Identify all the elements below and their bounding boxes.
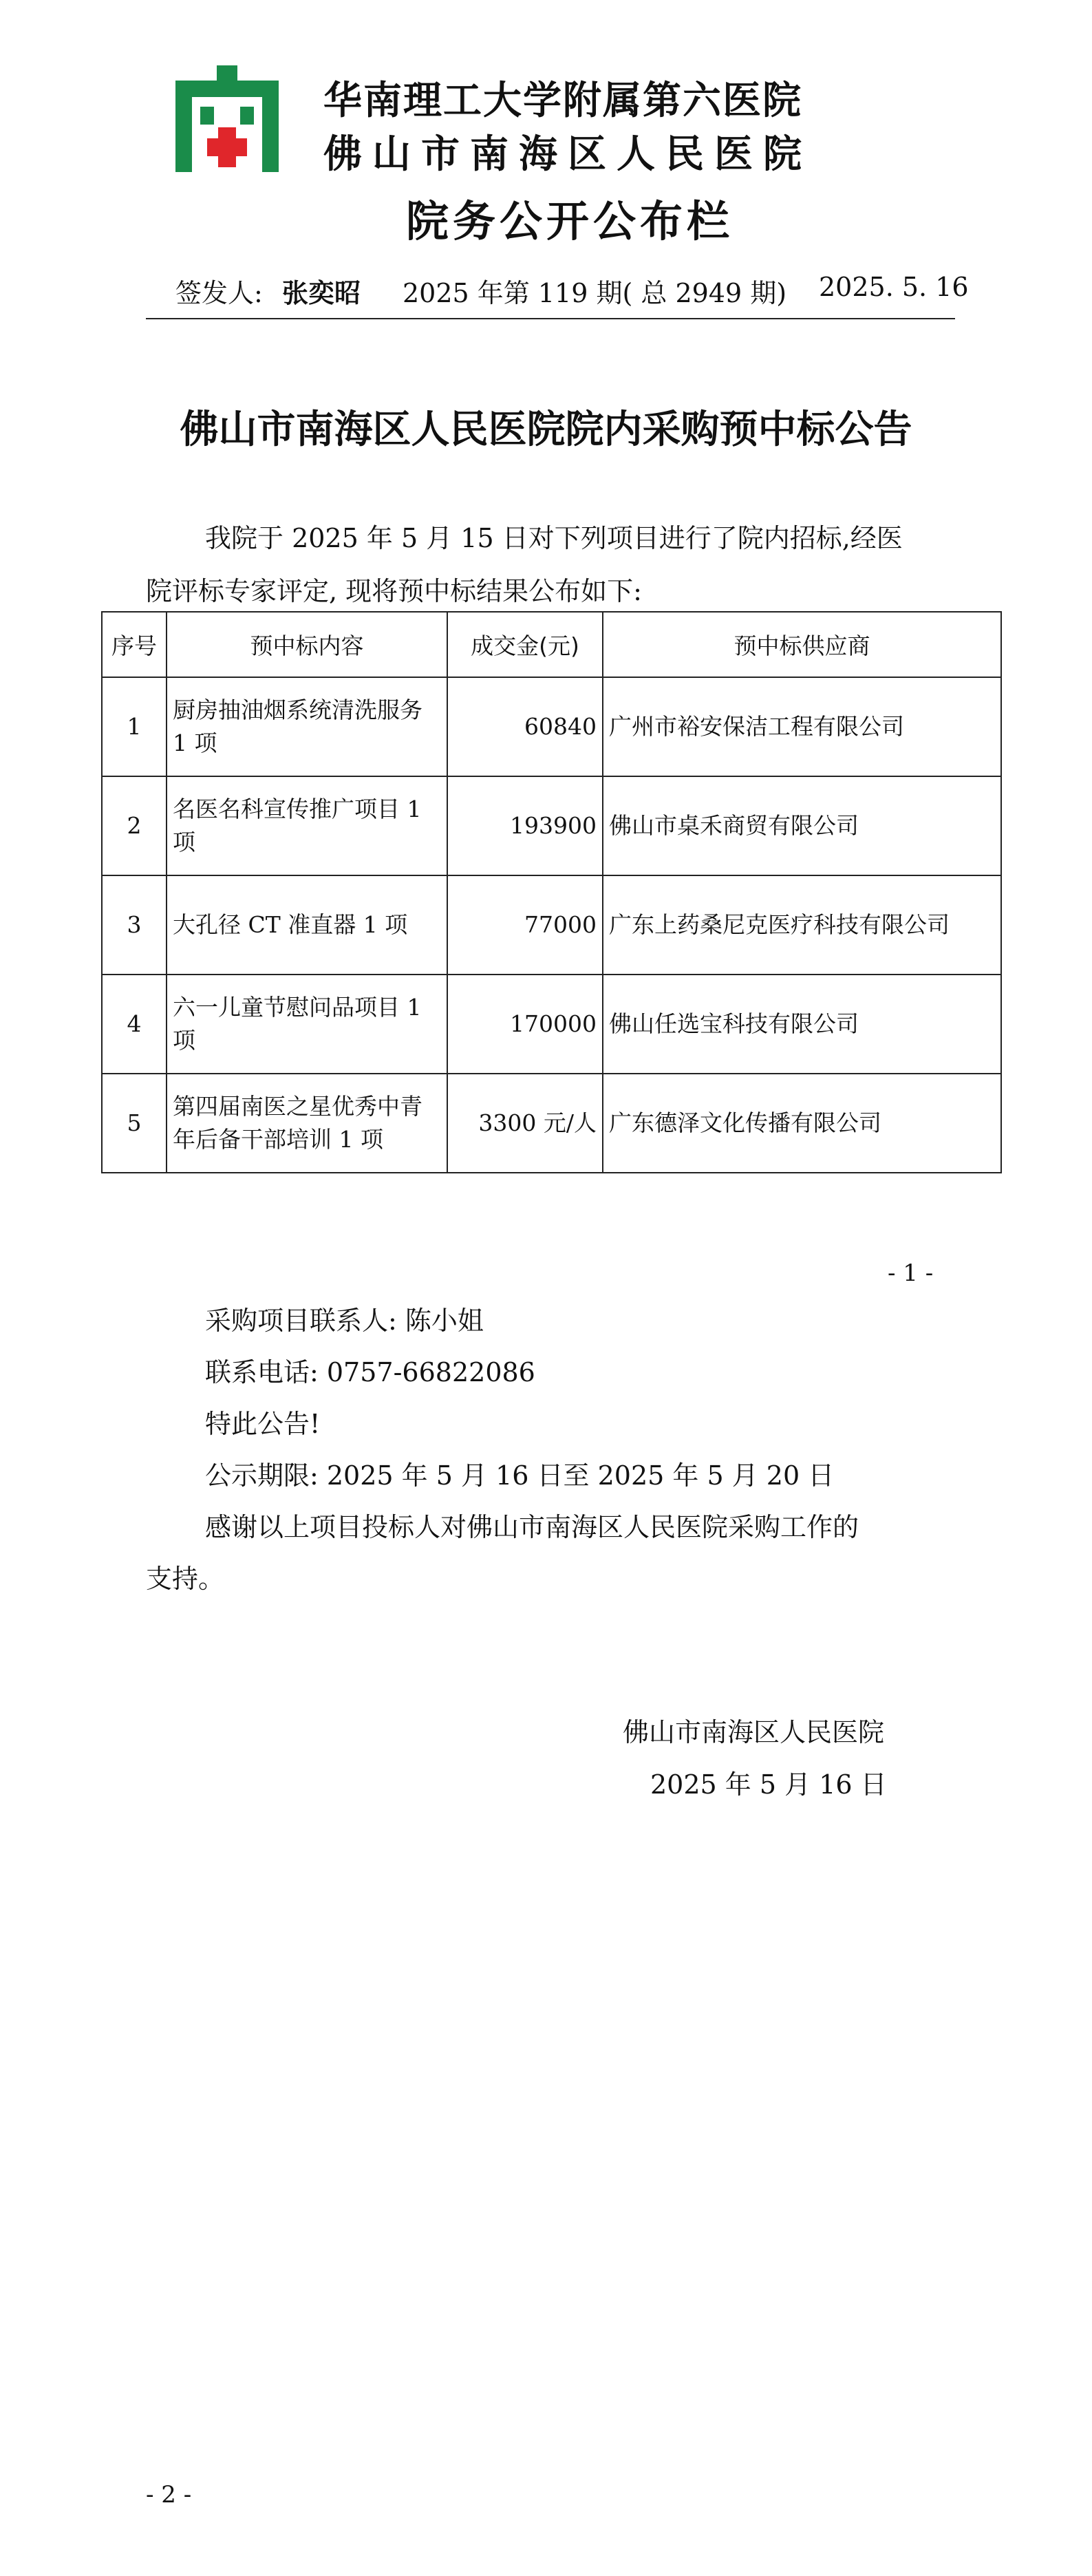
row-item: 厨房抽油烟系统清洗服务 1 项 bbox=[167, 677, 447, 776]
intro-line-1: 我院于 2025 年 5 月 15 日对下列项目进行了院内招标,经医 bbox=[205, 523, 903, 553]
table-header-row bbox=[102, 612, 1001, 677]
issue-date: 2025. 5. 16 bbox=[819, 272, 969, 302]
row-item: 六一儿童节慰问品项目 1 项 bbox=[167, 975, 447, 1074]
row-index: 3 bbox=[102, 875, 167, 975]
row-supplier: 佛山任选宝科技有限公司 bbox=[603, 975, 1001, 1074]
table-row bbox=[102, 677, 1001, 776]
contact-phone: 联系电话: 0757-66822086 bbox=[205, 1357, 535, 1387]
hospital-name-primary: 华南理工大学附属第六医院 bbox=[323, 78, 802, 123]
signer-label: 签发人: bbox=[175, 278, 263, 308]
signing-date: 2025 年 5 月 16 日 bbox=[650, 1769, 887, 1800]
page-number-1: - 1 - bbox=[888, 1259, 934, 1287]
thanks-line-1: 感谢以上项目投标人对佛山市南海区人民医院采购工作的 bbox=[205, 1512, 859, 1542]
page-number-2: - 2 - bbox=[146, 2481, 192, 2509]
header-item: 预中标内容 bbox=[167, 612, 447, 677]
row-index: 1 bbox=[102, 677, 167, 776]
thanks-line-2: 支持。 bbox=[146, 1564, 225, 1594]
notice-title: 佛山市南海区人民医院院内采购预中标公告 bbox=[180, 407, 912, 452]
row-amount: 60840 bbox=[447, 677, 603, 776]
issue-number: 2025 年第 119 期( 总 2949 期) bbox=[403, 278, 787, 308]
table-row bbox=[102, 776, 1001, 875]
header-divider bbox=[146, 318, 955, 319]
row-amount: 170000 bbox=[447, 975, 603, 1074]
notice-period: 公示期限: 2025 年 5 月 16 日至 2025 年 5 月 20 日 bbox=[205, 1460, 835, 1491]
row-item: 第四届南医之星优秀中青年后备干部培训 1 项 bbox=[167, 1074, 447, 1173]
row-supplier: 广东上药桑尼克医疗科技有限公司 bbox=[603, 875, 1001, 975]
header-amount: 成交金(元) bbox=[447, 612, 603, 677]
signing-organization: 佛山市南海区人民医院 bbox=[623, 1717, 885, 1747]
row-item: 名医名科宣传推广项目 1 项 bbox=[167, 776, 447, 875]
hospital-logo bbox=[175, 65, 279, 172]
board-title: 院务公开公布栏 bbox=[406, 196, 734, 246]
signer-name: 张奕昭 bbox=[282, 277, 361, 308]
intro-line-2: 院评标专家评定, 现将预中标结果公布如下: bbox=[146, 576, 642, 606]
award-table bbox=[101, 611, 1002, 1173]
row-amount: 3300 元/人 bbox=[447, 1074, 603, 1173]
table-row bbox=[102, 975, 1001, 1074]
table-row bbox=[102, 875, 1001, 975]
row-index: 5 bbox=[102, 1074, 167, 1173]
row-amount: 193900 bbox=[447, 776, 603, 875]
row-index: 2 bbox=[102, 776, 167, 875]
announcement: 特此公告! bbox=[205, 1409, 321, 1439]
row-item: 大孔径 CT 准直器 1 项 bbox=[167, 875, 447, 975]
row-supplier: 佛山市桌禾商贸有限公司 bbox=[603, 776, 1001, 875]
row-supplier: 广州市裕安保洁工程有限公司 bbox=[603, 677, 1001, 776]
header-supplier: 预中标供应商 bbox=[603, 612, 1001, 677]
row-supplier: 广东德泽文化传播有限公司 bbox=[603, 1074, 1001, 1173]
row-amount: 77000 bbox=[447, 875, 603, 975]
hospital-name-secondary: 佛山市南海区人民医院 bbox=[323, 132, 812, 177]
contact-person: 采购项目联系人: 陈小姐 bbox=[205, 1306, 484, 1336]
header-index: 序号 bbox=[102, 612, 167, 677]
row-index: 4 bbox=[102, 975, 167, 1074]
table-row bbox=[102, 1074, 1001, 1173]
